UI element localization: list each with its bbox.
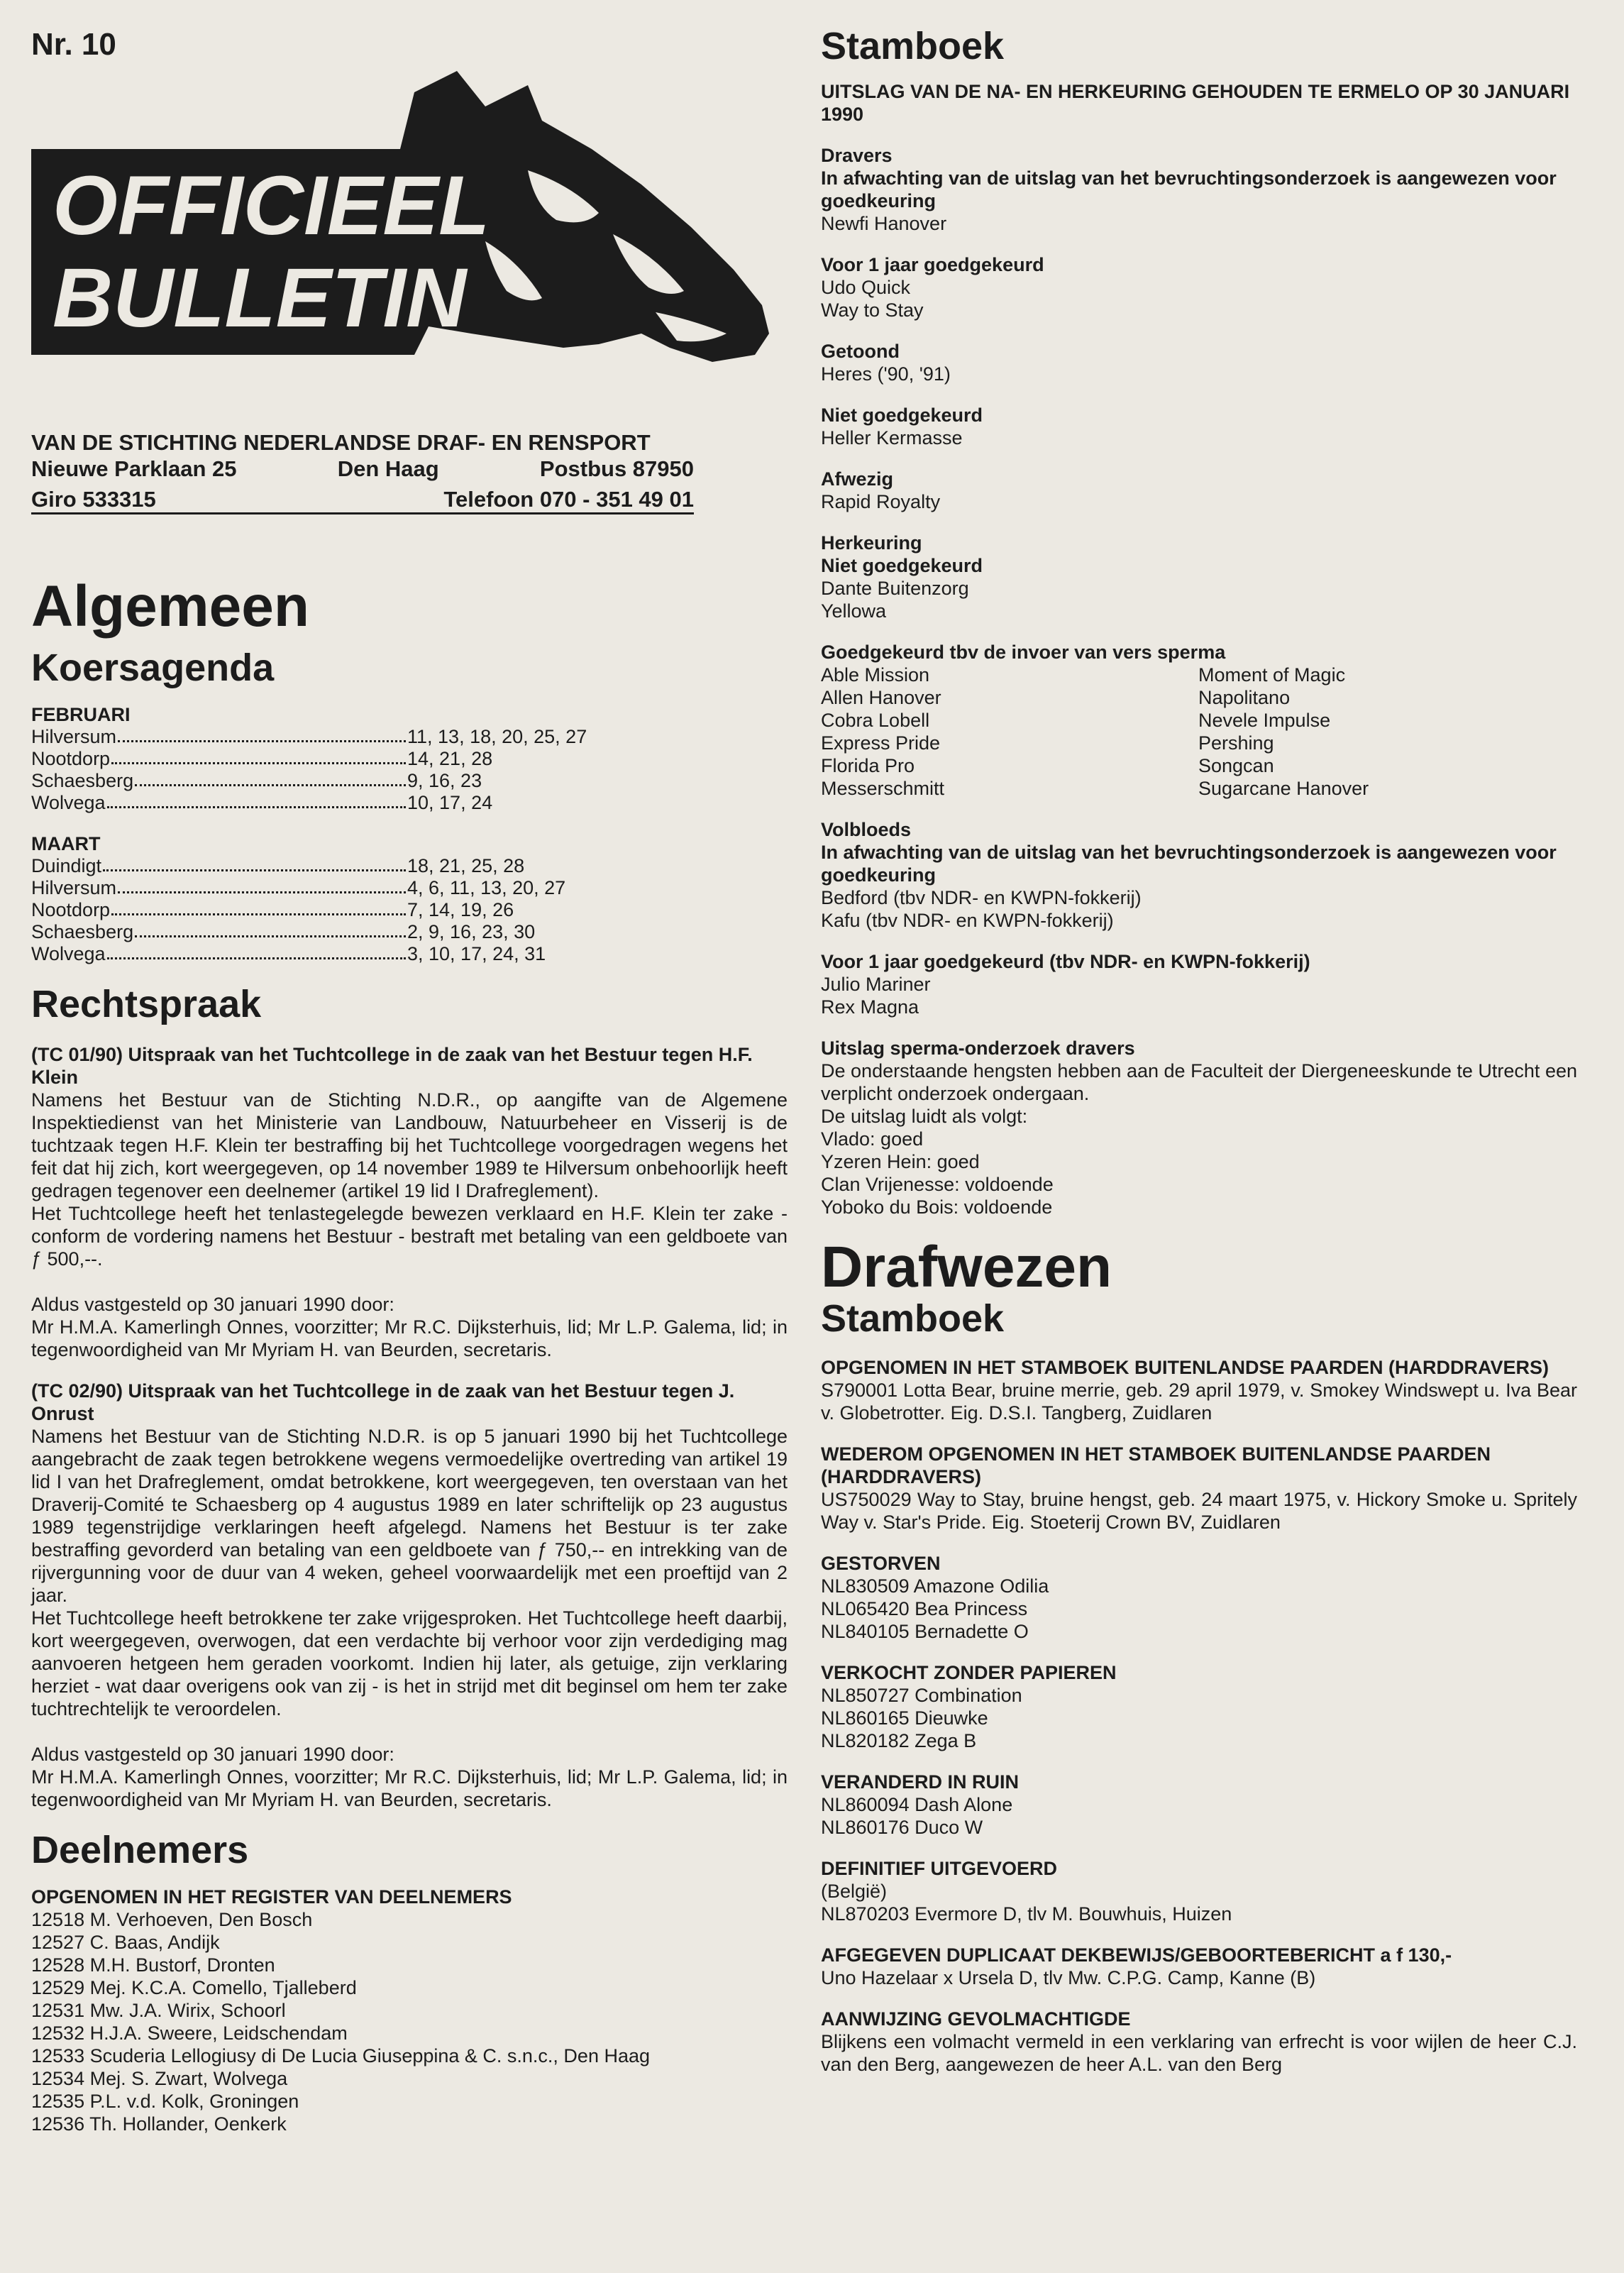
issue-number: Nr. 10 xyxy=(31,27,116,62)
drafwezen-heading: WEDEROM OPGENOMEN IN HET STAMBOEK BUITENLANDSE PAARDEN (HARDDRAVERS) xyxy=(821,1443,1491,1487)
list-item: 12529 Mej. K.C.A. Comello, Tjalleberd xyxy=(31,1977,357,1999)
leader-dots xyxy=(135,921,406,937)
agenda-row xyxy=(31,877,788,899)
org-giro: Giro 533315 xyxy=(31,487,156,512)
case-body: Het Tuchtcollege heeft betrokkene ter zake vrijgesproken. Het Tuchtcollege heeft daarbij, kort weergegeven, overwogen, dat een verdachte bij verhoor voor zijn verdediging mag aanvoeren hetgeen hem geraden voorkomt. Indien hij later, als getuige, zijn verklaring herziet - wat daar overigens ook van zij - is het in strijd met dit beginsel om hem ter zake tuchtrechtelijk te veroordelen. xyxy=(31,1607,788,1719)
list-item: NL840105 Bernadette O xyxy=(821,1620,1029,1642)
agenda-dates: 9, 16, 23 xyxy=(407,770,482,792)
deelnemers-list xyxy=(31,1908,788,2135)
case-body: Namens het Bestuur van de Stichting N.D.R. is op 5 januari 1990 bij het Tuchtcollege aangebracht de zaak tegen betrokkene wegens vermoedelijke overtreding van artikel 19 lid I van het Drafreglement, omdat betrokkene, kort weergegeven, ten overstaan van het Draverij-Comité te Schaesberg op 4 augustus 1989 en later schriftelijk op 23 augustus 1989 tegenstrijdige verklaringen heeft afgelegd. Namens het Bestuur is ter zake bestraffing gevorderd van betaling van een geldboete van ƒ 750,-- en intrekking van de rijvergunning voor de duur van 4 weken, geheel voorwaardelijk met een proeftijd van 2 jaar. xyxy=(31,1425,788,1606)
list-item: NL830509 Amazone Odilia xyxy=(821,1575,1049,1597)
list-item: Allen Hanover xyxy=(821,687,941,709)
agenda-month-name: FEBRUARI xyxy=(31,704,131,726)
agenda-row xyxy=(31,726,788,748)
case-heading: (TC 01/90) Uitspraak van het Tuchtcollege in de zaak van het Bestuur tegen H.F. Klein xyxy=(31,1043,753,1088)
masthead-line1: OFFICIEEL xyxy=(53,159,490,253)
list-item: Udo Quick xyxy=(821,277,911,299)
case-closing: Aldus vastgesteld op 30 januari 1990 door: xyxy=(31,1293,394,1315)
drafwezen-heading: AANWIJZING GEVOLMACHTIGDE xyxy=(821,2008,1131,2030)
case-closing: Aldus vastgesteld op 30 januari 1990 door: xyxy=(31,1743,394,1765)
agenda-dates: 18, 21, 25, 28 xyxy=(407,855,525,877)
list-item: Able Mission xyxy=(821,664,930,686)
agenda-place: Schaesberg xyxy=(31,921,134,943)
voor1b-section xyxy=(821,950,1577,1018)
agenda-dates: 11, 13, 18, 20, 25, 27 xyxy=(407,726,587,748)
list-item: Yoboko du Bois: voldoende xyxy=(821,1196,1053,1218)
list-item: Pershing xyxy=(1198,732,1274,754)
list-item: Clan Vrijenesse: voldoende xyxy=(821,1174,1054,1196)
drafwezen-section xyxy=(821,1443,1577,1534)
afwezig-section xyxy=(821,468,1577,513)
list-item: Sugarcane Hanover xyxy=(1198,778,1369,800)
agenda-lead xyxy=(31,748,407,770)
volbloeds-subtitle: In afwachting van de uitslag van het bevruchtingsonderzoek is aangewezen voor goedkeuring xyxy=(821,842,1557,886)
agenda-place: Duindigt xyxy=(31,855,102,877)
list-item: NL860094 Dash Alone xyxy=(821,1793,1013,1815)
agenda-dates: 14, 21, 28 xyxy=(407,748,493,770)
drafwezen-sections xyxy=(821,1356,1577,2076)
list-item: 12518 M. Verhoeven, Den Bosch xyxy=(31,1909,313,1931)
list-item: NL065420 Bea Princess xyxy=(821,1597,1028,1619)
agenda-lead xyxy=(31,726,407,748)
deelnemers-title: Deelnemers xyxy=(31,1828,249,1871)
agenda-place: Schaesberg xyxy=(31,770,134,792)
list-item: NL870203 Evermore D, tlv M. Bouwhuis, Huizen xyxy=(821,1903,1232,1925)
voor1-section xyxy=(821,253,1577,321)
drafwezen-heading: VERKOCHT ZONDER PAPIEREN xyxy=(821,1661,1117,1683)
leader-dots xyxy=(135,770,406,786)
org-city: Den Haag xyxy=(337,456,439,481)
list-item: Yellowa xyxy=(821,600,887,622)
drafwezen-section xyxy=(821,1771,1577,1839)
list-item: NL850727 Combination xyxy=(821,1684,1022,1706)
leader-dots xyxy=(111,748,406,764)
rechtspraak-cases xyxy=(31,1043,788,1811)
agenda-dates: 3, 10, 17, 24, 31 xyxy=(407,943,546,965)
list-item: Newfi Hanover xyxy=(821,213,947,235)
list-item: US750029 Way to Stay, bruine hengst, geb. 24 maart 1975, v. Hickory Smoke u. Spritely Way v. Star's Pride. Eig. Stoeterij Crown BV, Zuidlaren xyxy=(821,1488,1577,1533)
uitslag-title: Uitslag sperma-onderzoek dravers xyxy=(821,1038,1135,1060)
agenda-month-name: MAART xyxy=(31,833,101,855)
agenda-month xyxy=(31,832,788,965)
agenda-lead xyxy=(31,770,407,792)
list-item: Yzeren Hein: goed xyxy=(821,1151,980,1173)
agenda-row xyxy=(31,899,788,921)
drafwezen-section xyxy=(821,1944,1577,1989)
drafwezen-section xyxy=(821,1356,1577,1424)
list-item: NL860176 Duco W xyxy=(821,1816,983,1838)
uitslag-body: De onderstaande hengsten hebben aan de Faculteit der Diergeneeskunde te Utrecht een verplicht onderzoek ondergaan. xyxy=(821,1060,1577,1105)
agenda-lead xyxy=(31,899,407,921)
herkeuring-title: Herkeuring xyxy=(821,532,922,554)
stamboek-title: Stamboek xyxy=(821,25,1005,67)
list-item: (België) xyxy=(821,1880,888,1902)
drafwezen-heading: GESTORVEN xyxy=(821,1552,941,1574)
list-item: NL820182 Zega B xyxy=(821,1729,977,1751)
list-item: 12534 Mej. S. Zwart, Wolvega xyxy=(31,2068,288,2090)
list-item: Rapid Royalty xyxy=(821,491,941,513)
list-item: Songcan xyxy=(1198,755,1274,777)
case-members: Mr H.M.A. Kamerlingh Onnes, voorzitter; Mr R.C. Dijksterhuis, lid; Mr L.P. Galema, lid; in tegenwoordigheid van Mr Myriam H. van Beurden, secretaris. xyxy=(31,1766,788,1810)
list-item: Messerschmitt xyxy=(821,778,945,800)
herkeuring-subtitle: Niet goedgekeurd xyxy=(821,555,983,577)
list-item: Vlado: goed xyxy=(821,1128,924,1150)
list-item: Heres ('90, '91) xyxy=(821,363,951,385)
right-column xyxy=(821,26,1577,2094)
masthead-line2: BULLETIN xyxy=(53,251,467,345)
dravers-section xyxy=(821,144,1577,235)
dravers-title: Dravers xyxy=(821,145,893,167)
drafwezen-section xyxy=(821,1661,1577,1752)
agenda-lead xyxy=(31,921,407,943)
list-item: Bedford (tbv NDR- en KWPN-fokkerij) xyxy=(821,887,1142,909)
agenda-dates: 7, 14, 19, 26 xyxy=(407,899,514,921)
agenda-row xyxy=(31,921,788,943)
case-members: Mr H.M.A. Kamerlingh Onnes, voorzitter; Mr R.C. Dijksterhuis, lid; Mr L.P. Galema, lid; in tegenwoordigheid van Mr Myriam H. van Beurden, secretaris. xyxy=(31,1316,788,1360)
leader-dots xyxy=(111,899,406,915)
list-item: 12533 Scuderia Lellogiusy di De Lucia Giuseppina & C. s.n.c., Den Haag xyxy=(31,2045,651,2067)
agenda-row xyxy=(31,943,788,965)
list-item: Blijkens een volmacht vermeld in een verklaring van erfrecht is voor wijlen de heer C.J. van den Berg, aangewezen de heer A.L. van den Berg xyxy=(821,2030,1577,2075)
horse-head-logo-icon xyxy=(31,64,776,397)
case-heading: (TC 02/90) Uitspraak van het Tuchtcollege in de zaak van het Bestuur tegen J. Onrust xyxy=(31,1380,735,1424)
agenda-row xyxy=(31,770,788,792)
case-body: Het Tuchtcollege heeft het tenlastegelegde bewezen verklaard en H.F. Klein ter zake - conform de vordering namens het Bestuur - bestraft met betaling van een geldboete van ƒ 500,--. xyxy=(31,1202,788,1270)
case-body: Namens het Bestuur van de Stichting N.D.R., op aangifte van de Algemene Inspektiedienst van het Ministerie van Landbouw, Natuurbeheer en Visserij is de tuchtzaak tegen H.F. Klein ter bestraffing bij het Tuchtcollege voorgedragen wegens het feit dat hij zich, kort weergegeven, op 14 november 1989 te Hilversum onbehoorlijk heeft gedragen tegenover een deelnemer (artikel 19 lid I Drafreglement). xyxy=(31,1089,788,1201)
agenda-dates: 10, 17, 24 xyxy=(407,792,493,814)
drafwezen-heading: AFGEGEVEN DUPLICAAT DEKBEWIJS/GEBOORTEBERICHT a f 130,- xyxy=(821,1944,1452,1966)
rechtspraak-title: Rechtspraak xyxy=(31,983,262,1026)
list-item: 12535 P.L. v.d. Kolk, Groningen xyxy=(31,2091,299,2113)
agenda-place: Wolvega xyxy=(31,792,106,814)
drafwezen-heading: OPGENOMEN IN HET STAMBOEK BUITENLANDSE PAARDEN (HARDDRAVERS) xyxy=(821,1356,1550,1378)
algemeen-title: Algemeen xyxy=(31,574,309,639)
list-item: Moment of Magic xyxy=(1198,664,1346,686)
masthead-logo xyxy=(31,64,776,397)
list-item: Dante Buitenzorg xyxy=(821,578,969,600)
leader-dots xyxy=(118,726,406,742)
getoond-title: Getoond xyxy=(821,341,900,363)
stamboek-intro: UITSLAG VAN DE NA- EN HERKEURING GEHOUDEN TE ERMELO OP 30 JANUARI 1990 xyxy=(821,81,1570,126)
list-item: NL860165 Dieuwke xyxy=(821,1707,988,1729)
leader-dots xyxy=(118,877,406,893)
volbloeds-section xyxy=(821,818,1577,932)
agenda-row xyxy=(31,855,788,877)
list-item: Cobra Lobell xyxy=(821,710,930,732)
agenda-place: Hilversum xyxy=(31,877,117,899)
drafwezen-section xyxy=(821,1552,1577,1643)
list-item: 12531 Mw. J.A. Wirix, Schoorl xyxy=(31,2000,286,2022)
leader-dots xyxy=(103,855,406,871)
case-block xyxy=(31,1380,788,1811)
agenda-row xyxy=(31,748,788,770)
org-phone: Telefoon 070 - 351 49 01 xyxy=(443,487,694,512)
drafwezen-section xyxy=(821,2008,1577,2076)
list-item: Julio Mariner xyxy=(821,974,931,996)
agenda-month xyxy=(31,703,788,814)
list-item: Heller Kermasse xyxy=(821,427,963,449)
uitslag-lead: De uitslag luidt als volgt: xyxy=(821,1106,1028,1128)
list-item: Nevele Impulse xyxy=(1198,710,1331,732)
list-item: S790001 Lotta Bear, bruine merrie, geb. 29 april 1979, v. Smokey Windswept u. Iva Bear v. Globetrotter. Eig. D.S.I. Tangberg, Zuidlaren xyxy=(821,1379,1577,1424)
org-postbus: Postbus 87950 xyxy=(539,456,694,481)
drafwezen-subtitle: Stamboek xyxy=(821,1297,1005,1341)
afwezig-title: Afwezig xyxy=(821,468,894,490)
agenda-lead xyxy=(31,943,407,965)
list-item: Uno Hazelaar x Ursela D, tlv Mw. C.P.G. Camp, Kanne (B) xyxy=(821,1966,1316,1988)
list-item: Kafu (tbv NDR- en KWPN-fokkerij) xyxy=(821,910,1114,932)
voor1b-title: Voor 1 jaar goedgekeurd (tbv NDR- en KWPN-fokkerij) xyxy=(821,951,1310,973)
dravers-subtitle: In afwachting van de uitslag van het bevruchtingsonderzoek is aangewezen voor goedkeuring xyxy=(821,167,1557,212)
agenda-lead xyxy=(31,855,407,877)
agenda-place: Hilversum xyxy=(31,726,117,748)
list-item: 12532 H.J.A. Sweere, Leidschendam xyxy=(31,2022,348,2044)
left-column xyxy=(31,576,788,2135)
org-address: Nieuwe Parklaan 25 xyxy=(31,456,237,481)
agenda-place: Nootdorp xyxy=(31,899,111,921)
agenda-place: Wolvega xyxy=(31,943,106,965)
niet-section xyxy=(821,404,1577,449)
drafwezen-heading: DEFINITIEF UITGEVOERD xyxy=(821,1857,1058,1879)
koersagenda xyxy=(31,703,788,965)
drafwezen-heading: VERANDERD IN RUIN xyxy=(821,1771,1020,1793)
uitslag-section xyxy=(821,1037,1577,1218)
list-item: Florida Pro xyxy=(821,755,915,777)
deelnemers-heading: OPGENOMEN IN HET REGISTER VAN DEELNEMERS xyxy=(31,1886,512,1908)
agenda-place: Nootdorp xyxy=(31,748,111,770)
list-item: Express Pride xyxy=(821,732,941,754)
agenda-dates: 4, 6, 11, 13, 20, 27 xyxy=(407,877,566,899)
drafwezen-section xyxy=(821,1857,1577,1925)
herkeuring-section xyxy=(821,532,1577,622)
agenda-row xyxy=(31,792,788,814)
getoond-section xyxy=(821,340,1577,385)
koersagenda-title: Koersagenda xyxy=(31,646,275,690)
volbloeds-title: Volbloeds xyxy=(821,819,912,841)
drafwezen-title: Drafwezen xyxy=(821,1235,1112,1300)
list-item: 12527 C. Baas, Andijk xyxy=(31,1932,220,1954)
list-item: Rex Magna xyxy=(821,996,919,1018)
list-item: Way to Stay xyxy=(821,299,924,321)
niet-goedgekeurd-title: Niet goedgekeurd xyxy=(821,404,983,426)
list-item: 12536 Th. Hollander, Oenkerk xyxy=(31,2113,287,2135)
list-item: Napolitano xyxy=(1198,687,1291,709)
sperma-section xyxy=(821,641,1577,800)
leader-dots xyxy=(107,943,406,959)
org-name: VAN DE STICHTING NEDERLANDSE DRAF- EN RENSPORT xyxy=(31,430,651,455)
sperma-grid xyxy=(821,664,1577,800)
organization-block xyxy=(31,429,694,514)
leader-dots xyxy=(107,792,406,808)
agenda-lead xyxy=(31,877,407,899)
case-block xyxy=(31,1043,788,1361)
sperma-title: Goedgekeurd tbv de invoer van vers sperma xyxy=(821,642,1226,664)
agenda-dates: 2, 9, 16, 23, 30 xyxy=(407,921,536,943)
list-item: 12528 M.H. Bustorf, Dronten xyxy=(31,1954,275,1976)
voor1-title: Voor 1 jaar goedgekeurd xyxy=(821,254,1044,276)
agenda-lead xyxy=(31,792,407,814)
